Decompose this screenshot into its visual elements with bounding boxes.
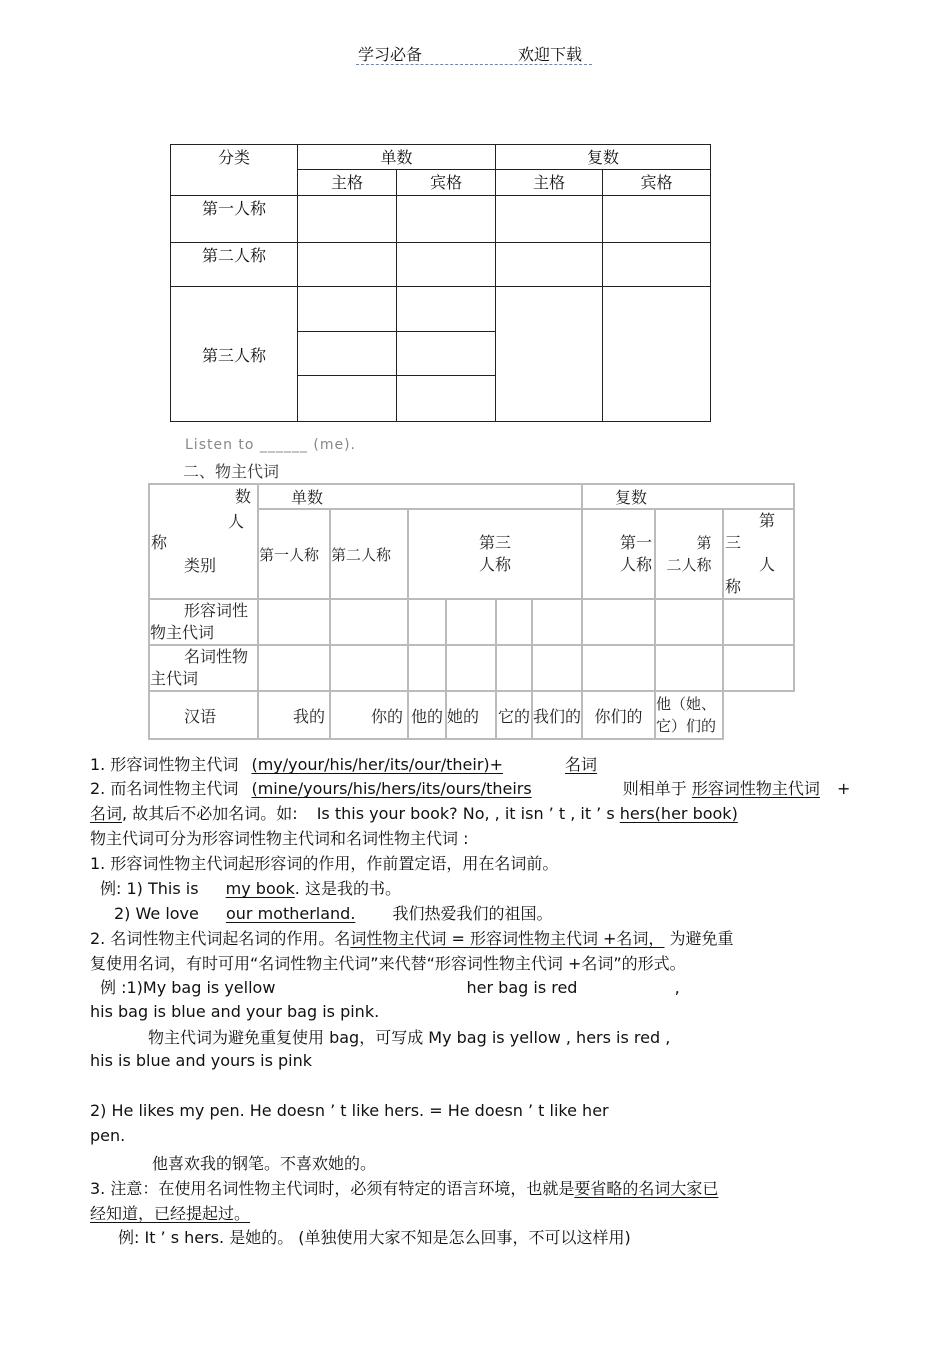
t2-pl-third-a: 第 <box>759 511 776 530</box>
l1b-text: (my/your/his/her/its/our/their)+ <box>251 755 504 774</box>
line-2 <box>90 776 850 799</box>
page-header <box>356 42 592 65</box>
table-cell <box>496 243 603 287</box>
l2d: 形容词性物主代词 <box>691 779 820 798</box>
table-cell <box>496 645 532 691</box>
cn-tade-it: 它的 <box>496 691 532 739</box>
l7b: our motherland. <box>225 904 356 923</box>
t2-pl-first-a: 第一 <box>620 533 653 552</box>
cn-wode: 我的 <box>258 691 330 739</box>
line-1 <box>90 752 597 775</box>
table-cell <box>603 196 711 243</box>
t2-row-noun-b: 主代词 <box>150 669 199 688</box>
cn-tamen-a: 他（她、 <box>656 695 717 713</box>
line-15: pen. <box>90 1126 126 1145</box>
line-16: 他喜欢我的钢笔。不喜欢她的。 <box>152 1154 377 1173</box>
t2-sg-third-a: 第三 <box>479 533 512 552</box>
pl-nominative: 主格 <box>496 170 603 196</box>
l2b-text: (mine/yours/his/hers/its/ours/theirs <box>251 779 532 798</box>
l2a: 2. 而名词性物主代词 <box>90 779 239 798</box>
corner-shu: 数 <box>235 487 252 506</box>
table-cell <box>582 645 655 691</box>
t2-sg-third-b: 人称 <box>479 555 512 574</box>
col-singular: 单数 <box>298 145 496 170</box>
line-5: 1. 形容词性物主代词起形容词的作用，作前置定语，用在名词前。 <box>90 854 559 873</box>
cn-tamen-b: 它）们的 <box>656 717 717 735</box>
l3d: hers(her book) <box>619 804 738 823</box>
table-cell <box>258 599 330 645</box>
table-cell <box>298 196 397 243</box>
t2-pl-second-a: 第 <box>696 534 712 552</box>
table-cell <box>330 645 408 691</box>
corner-leibie: 类别 <box>184 556 217 575</box>
table-cell <box>532 599 582 645</box>
line-18 <box>90 1201 250 1224</box>
table-cell <box>408 599 446 645</box>
line-13: his is blue and yours is pink <box>90 1051 313 1070</box>
row-first-person: 第一人称 <box>171 196 298 243</box>
l10c: , <box>674 978 680 997</box>
table-cell <box>446 645 496 691</box>
l10a: 例 :1)My bag is yellow <box>100 978 276 997</box>
line-8 <box>90 926 734 949</box>
header-left: 学习必备 <box>358 45 423 64</box>
t2-row-noun <box>149 645 258 691</box>
t2-row-adj-a: 形容词性 <box>184 601 249 620</box>
t2-row-adj-b: 物主代词 <box>150 623 215 642</box>
l3b: , 故其后不必加名词。如: <box>122 804 298 823</box>
table-cell <box>532 645 582 691</box>
table-cell <box>298 287 397 332</box>
cropped-fragment <box>0 437 950 459</box>
table-cell <box>446 599 496 645</box>
table-cell <box>496 196 603 243</box>
l1a: 1. 形容词性物主代词 <box>90 755 239 774</box>
cn-tade-he: 他的 <box>408 691 446 739</box>
table-cell <box>603 287 711 422</box>
line-3 <box>90 801 738 824</box>
corner-cell <box>149 484 258 599</box>
l1b <box>251 755 597 774</box>
l17b-text: 要省略的名词大家已 <box>574 1179 719 1198</box>
table-cell <box>298 332 397 376</box>
cn-tade-she: 她的 <box>446 691 496 739</box>
table-cell <box>655 599 723 645</box>
table-cell <box>723 599 794 645</box>
possessive-pronoun-table <box>148 483 795 740</box>
l7c: 我们热爱我们的祖国。 <box>392 904 553 923</box>
t2-pl-second <box>655 509 723 599</box>
l6b: my book <box>225 879 295 898</box>
line-10 <box>100 975 680 998</box>
header-right: 欢迎下载 <box>518 45 583 64</box>
l17b <box>574 1179 770 1198</box>
cn-tamen <box>655 691 723 739</box>
t2-sg-second: 第二人称 <box>330 509 408 599</box>
l8b: 词性物主代词 = 形容词性物主代词 +名词， <box>350 929 665 948</box>
t2-pl-first <box>582 509 655 599</box>
row-third-person: 第三人称 <box>171 287 298 422</box>
l6a: 例: 1) This is <box>100 879 199 898</box>
line-7 <box>114 901 553 924</box>
pronoun-case-table <box>170 144 711 422</box>
table-cell <box>258 645 330 691</box>
table-cell <box>298 376 397 422</box>
table-cell <box>298 243 397 287</box>
sg-accusative: 宾格 <box>397 170 496 196</box>
t2-pl-second-b: 二人称 <box>666 556 712 574</box>
t2-row-cn: 汉语 <box>149 691 258 739</box>
l3c: Is this your book? No, , it isn ’ t , it ’ s <box>316 804 615 823</box>
t2-pl-third-b: 三 <box>725 533 742 552</box>
t2-plural: 复数 <box>582 484 794 509</box>
col-category: 分类 <box>171 145 298 196</box>
table-cell <box>397 332 496 376</box>
table-cell <box>408 645 446 691</box>
table-cell <box>330 599 408 645</box>
l6c: . 这是我的书。 <box>294 879 401 898</box>
l1c: 名词 <box>565 755 598 774</box>
line-4: 物主代词可分为形容词性物主代词和名词性物主代词 : <box>90 829 469 848</box>
l8c: 为避免重 <box>669 929 734 948</box>
table-cell <box>397 196 496 243</box>
table-cell <box>496 287 603 422</box>
table-cell <box>723 645 794 691</box>
cn-nide: 你的 <box>330 691 408 739</box>
table-cell <box>397 243 496 287</box>
line-12: 物主代词为避免重复使用 bag，可写成 My bag is yellow , hers is red , <box>148 1028 671 1047</box>
section-title: 二、物主代词 <box>183 462 280 481</box>
line-11: his bag is blue and your bag is pink. <box>90 1002 380 1021</box>
corner-cheng: 称 <box>151 533 168 552</box>
table-cell <box>397 287 496 332</box>
l7a: 2) We love <box>114 904 199 923</box>
line-6 <box>100 876 401 899</box>
table-cell <box>496 599 532 645</box>
l2e: + <box>837 779 851 798</box>
l8a: 2. 名词性物主代词起名词的作用。名 <box>90 929 351 948</box>
l2c: 则相单于 <box>622 779 687 798</box>
table-cell <box>397 376 496 422</box>
t2-singular: 单数 <box>258 484 582 509</box>
l2b <box>251 779 617 798</box>
line-19: 例: It ’ s hers. 是她的。 (单独使用大家不知是怎么回事，不可以这样用) <box>118 1228 631 1247</box>
t2-row-adj <box>149 599 258 645</box>
line-9: 复使用名词，有时可用“名词性物主代词”来代替“形容词性物主代词 +名词”的形式。 <box>90 954 686 973</box>
table-cell <box>655 645 723 691</box>
l10b: her bag is red <box>466 978 578 997</box>
l18: 经知道，已经提起过。 <box>90 1204 251 1223</box>
l17a: 3. 注意：在使用名词性物主代词时，必须有特定的语言环境，也就是 <box>90 1179 575 1198</box>
table-cell <box>603 243 711 287</box>
cn-women: 我们的 <box>532 691 582 739</box>
t2-sg-first: 第一人称 <box>258 509 330 599</box>
t2-sg-third <box>408 509 582 599</box>
line-17 <box>90 1176 770 1199</box>
cn-nimen: 你们的 <box>582 691 655 739</box>
row-second-person: 第二人称 <box>171 243 298 287</box>
table-cell <box>582 599 655 645</box>
t2-row-noun-a: 名词性物 <box>184 647 249 666</box>
pl-accusative: 宾格 <box>603 170 711 196</box>
sg-nominative: 主格 <box>298 170 397 196</box>
l3a: 名词 <box>90 804 123 823</box>
t2-pl-third <box>723 509 794 599</box>
fragment-text: Listen to ______ (me). <box>185 437 356 453</box>
col-plural: 复数 <box>496 145 711 170</box>
t2-pl-third-d: 称 <box>725 577 742 596</box>
line-14: 2) He likes my pen. He doesn ’ t like hers. = He doesn ’ t like her <box>90 1101 609 1120</box>
t2-pl-third-c: 人 <box>759 555 776 574</box>
t2-pl-first-b: 人称 <box>620 555 653 574</box>
corner-ren: 人 <box>228 512 245 531</box>
